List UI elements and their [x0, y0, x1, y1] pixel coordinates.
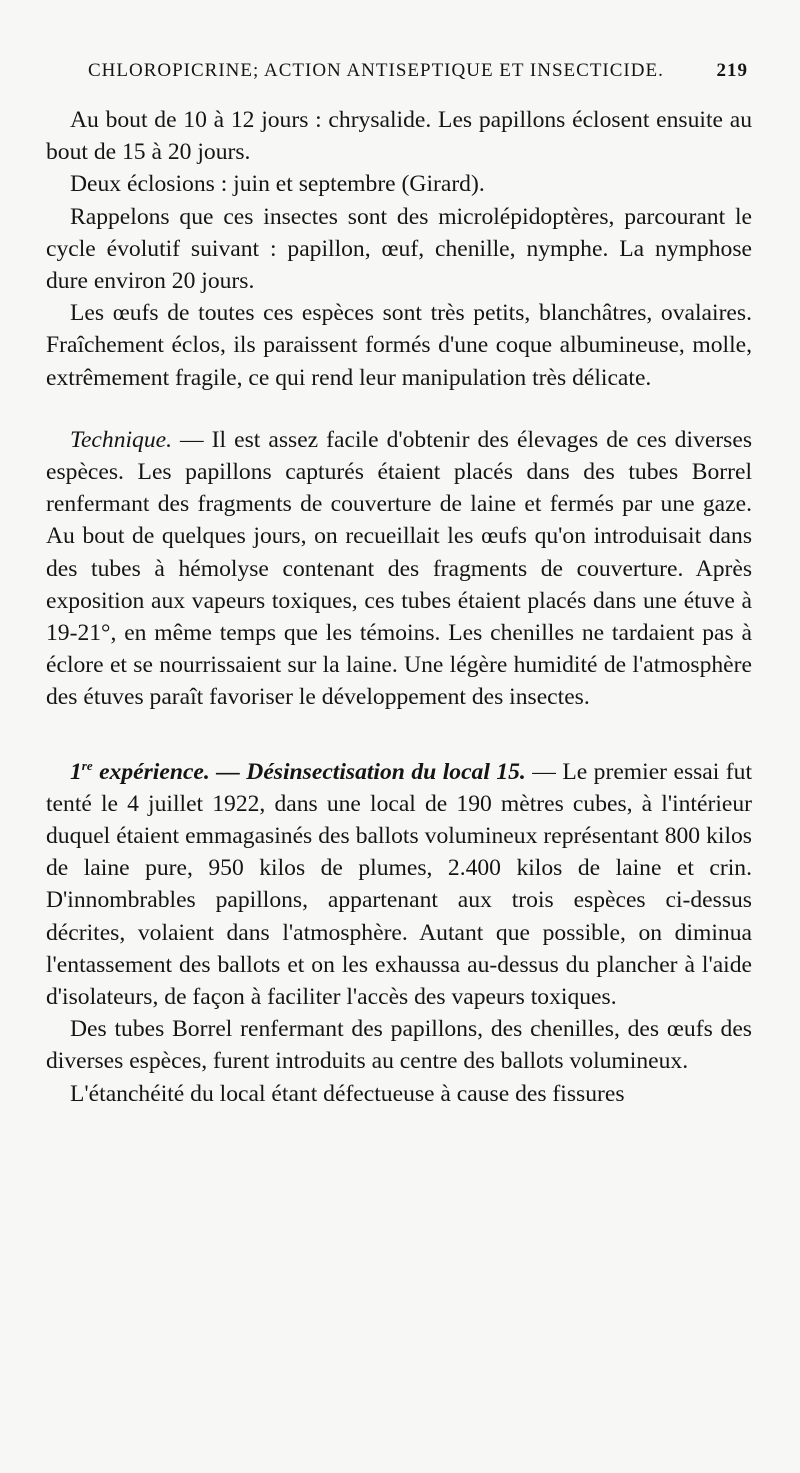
running-title: CHLOROPICRINE; ACTION ANTISEPTIQUE ET INSECTICIDE. [88, 60, 664, 81]
paragraph-2: Deux éclosions : juin et septembre (Girard). [70, 171, 485, 198]
page-header [58, 60, 748, 90]
experience-number: 1 [70, 758, 82, 785]
experience-heading: expérience. — Désinsectisation du local 15. [92, 758, 526, 785]
paragraph-4: Les œufs de toutes ces espèces sont très petits, blanchâtres, ovalaires. Fraîchement éclos, ils paraissent formés d'une coque albumineuse, molle, extrêmement fragile, ce qui rend leur manipulation très délicate. [46, 300, 752, 391]
paragraph-1: Au bout de 10 à 12 jours : chrysalide. Les papillons éclosent ensuite au bout de 15 à 20 jours. [46, 107, 752, 166]
experience-text: — Le premier essai fut tenté le 4 juillet 1922, dans une local de 190 mètres cubes, à l'intérieur duquel étaient emmagasinés des ballots volumineux représentant 800 kilos de laine pure, 950 kilos de plumes, 2.400 kilos de laine et crin. D'innombrables papillons, appartenant aux trois espèces ci-dessus décrites, volaient dans l'atmosphère. Autant que possible, on diminua l'entassement des ballots et on les exhaussa au-dessus du plancher à l'aide d'isolateurs, de façon à faciliter l'accès des vapeurs toxiques. [46, 758, 752, 1011]
paragraph-technique [46, 424, 752, 714]
paragraph-3: Rappelons que ces insectes sont des microlépidoptères, parcourant le cycle évolutif suivant : papillon, œuf, chenille, nymphe. La nymphose dure environ 20 jours. [46, 203, 752, 295]
paragraph-7: Des tubes Borrel renfermant des papillons, des chenilles, des œufs des diverses espèces, furent introduits au centre des ballots volumineux. [46, 1016, 752, 1075]
paragraph-8: L'étanchéité du local étant défectueuse à cause des fissures [70, 1080, 625, 1107]
technique-text: — Il est assez facile d'obtenir des élevages de ces diverses espèces. Les papillons capturés étaient placés dans des tubes Borrel renfermant des fragments de couverture de laine et fermés par une gaze. Au bout de quelques jours, on recueillait les œufs qu'on introduisait dans des tubes à hémolyse contenant des fragments de couverture. Après exposition aux vapeurs toxiques, ces tubes étaient placés dans une étuve à 19-21°, en même temps que les témoins. Les chenilles ne tardaient pas à éclore et se nourrissaient sur la laine. Une légère humidité de l'atmosphère des étuves paraît favoriser le développement des insectes. [46, 426, 752, 711]
paragraph-experience-1 [46, 756, 752, 1014]
page-number: 219 [716, 60, 748, 81]
experience-ordinal: re [81, 757, 93, 773]
body-text [46, 104, 752, 1110]
technique-heading: Technique. [70, 426, 173, 453]
